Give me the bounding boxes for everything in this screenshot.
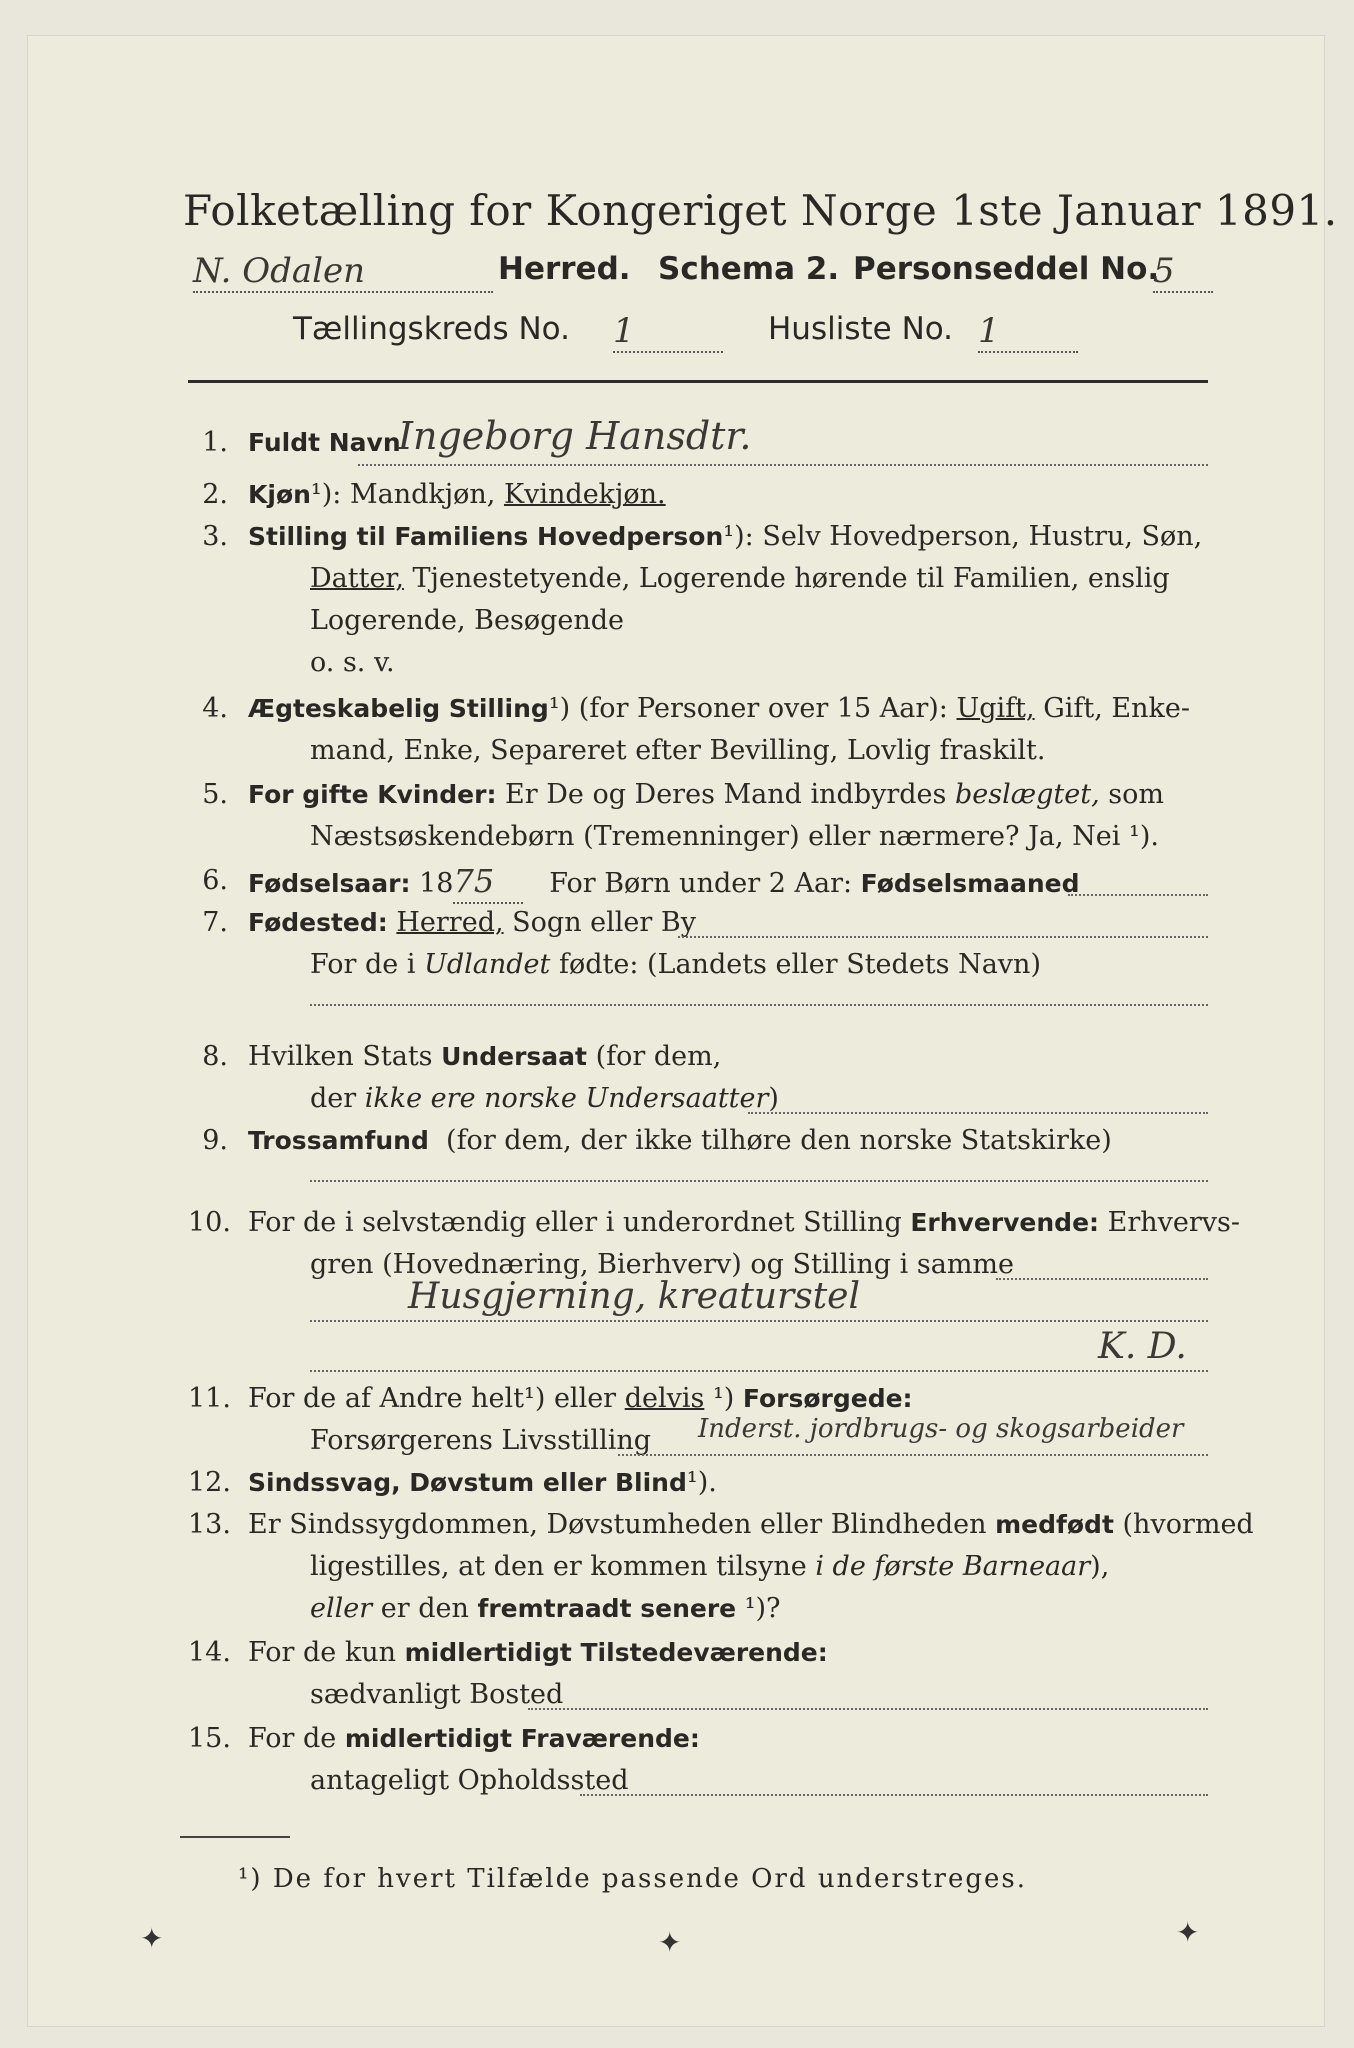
corner-mark-icon: ✦ (1176, 1916, 1200, 1949)
kreds-value: 1 (613, 311, 723, 353)
selected-ugift: Ugift, (956, 693, 1035, 724)
initials-answer: K. D. (1098, 1326, 1187, 1367)
provider-answer: Inderst. jordbrugs- og skogsarbeider (698, 1414, 1184, 1444)
header-rule (188, 380, 1208, 383)
kreds-label: Tællingskreds No. (293, 311, 570, 347)
corner-mark-icon: ✦ (140, 1922, 164, 1955)
footnote-rule (180, 1836, 290, 1838)
herred-value: N. Odalen (193, 251, 493, 293)
census-form: Folketælling for Kongeriget Norge 1ste Januar 1891. N. Odalen Herred. Schema 2. Personseddel No. 5 Tællingskreds No. 1 Husliste No. 1 1. Fuldt Navn Ingeborg Hansdtr. 2. Kjøn¹): Mandkjøn, Kvindekjøn. 3. Stilling til Familiens Hovedperson¹): Selv Hovedperson, Hustru, Søn, Datter, Tjenestetyende, Logerende hørende til Familien, enslig Logerende, Besøgende o. s. v. 4. Ægteskabelig Stilling¹) (for Personer over 15 Aar): Ugift, Gift, Enke- mand, Enke, Separeret efter Bevilling, Lovlig fraskilt. 5. For gifte Kvinder: Er De og Deres Mand indbyrdes beslægtet, som Næstsøskendebørn (Tremenninger) eller nærmere? Ja, Nei ¹). 6. Fødselsaar: 1875 For Børn under 2 Aar: Fødselsmaaned 7. Fødested: Herred, Sogn eller By For de i Udlandet fødte: (Landets eller Stedets Navn) 8. Hvilken Stats Undersaat (for dem, der ikke ere norske Undersaatter) 9. Trossamfund (for dem, der ikke tilhøre den norske Statskirke) 10. For de i selvstændig eller i underordnet Stilling Erhvervende: Erhvervs- gren (Hovednæring, Bierhverv) og Stilling i samme Husgjerning, kreaturstel K. D. 11. For de af Andre helt¹) eller delvis ¹) Forsørgede: Forsørgerens Livsstilling Inderst. jordbrugs- og skogsarbeider 12. Sindssvag, Døvstum eller Blind¹). 13. Er Sindssygdommen, Døvstumheden eller Blindheden medfødt (hvormed ligestilles, at den er kommen tilsyne i de første Barneaar), eller er den fremtraadt senere ¹)? 14. For de kun midlertidigt Tilstedeværende: sædvanligt Bosted 15. For de midlertidigt Fraværende: antageligt Opholdssted ¹) De for hvert Tilfælde passende Ord understreges. ✦ ✦ ✦ (28, 36, 1324, 2026)
husliste-value: 1 (978, 311, 1078, 353)
name-answer: Ingeborg Hansdtr. (398, 414, 752, 458)
birth-year-answer: 75 (453, 860, 523, 904)
occupation-answer: Husgjerning, kreaturstel (408, 1276, 861, 1317)
personseddel-label: Personseddel No. (853, 251, 1160, 287)
footnote: ¹) De for hvert Tilfælde passende Ord understreges. (238, 1864, 1028, 1894)
selected-delvis: delvis (624, 1383, 705, 1414)
schema-label: Schema 2. (658, 251, 840, 287)
center-mark-icon: ✦ (658, 1926, 682, 1959)
personseddel-value: 5 (1153, 251, 1213, 293)
form-title: Folketælling for Kongeriget Norge 1ste Januar 1891. (183, 186, 1338, 235)
husliste-label: Husliste No. (768, 311, 954, 347)
selected-datter: Datter, (310, 563, 404, 594)
selected-herred: Herred, (396, 907, 504, 938)
selected-kvindekjon: Kvindekjøn. (503, 479, 666, 510)
herred-label: Herred. (498, 251, 631, 287)
